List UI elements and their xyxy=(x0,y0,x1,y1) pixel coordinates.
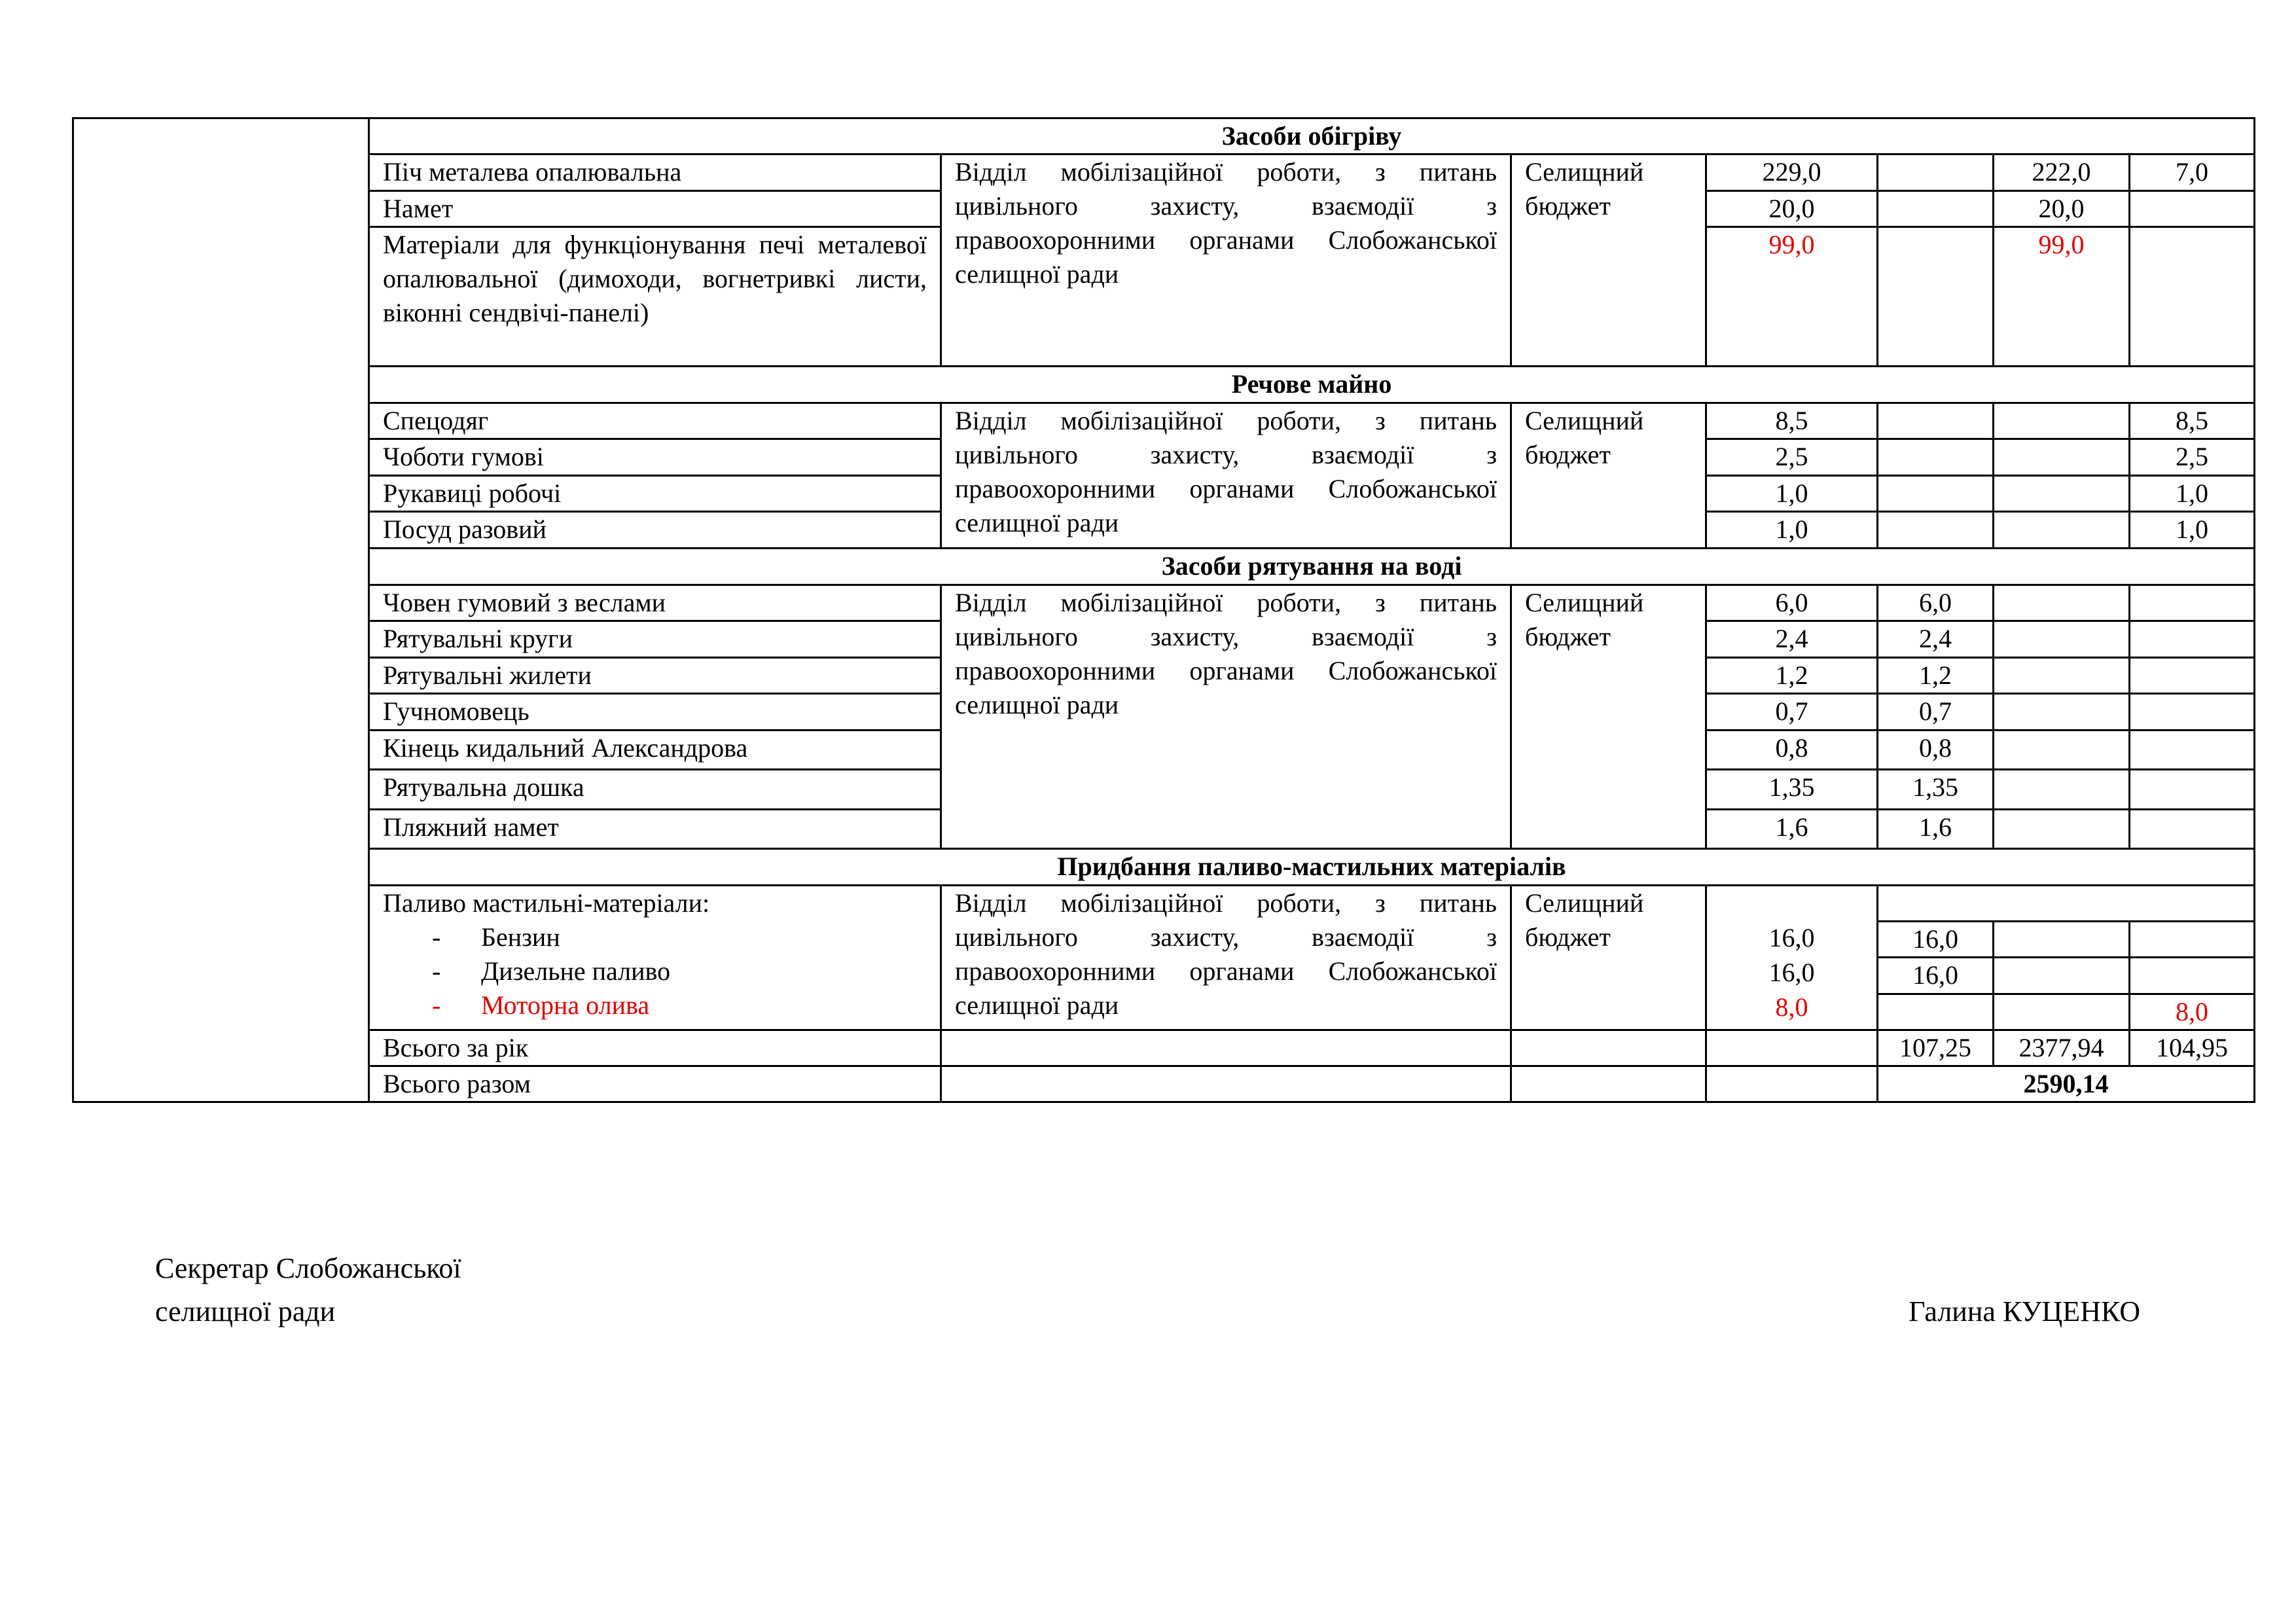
grand-total-value: 2590,14 xyxy=(1878,1066,2255,1102)
item-col6 xyxy=(1994,731,2130,770)
funding-source: Селищний бюджет xyxy=(1511,585,1706,849)
total-year-col6: 2377,94 xyxy=(1994,1030,2130,1066)
item-col6 xyxy=(1994,922,2130,958)
item-col6 xyxy=(1994,476,2130,512)
section-header-row xyxy=(73,118,2255,154)
item-total: 99,0 xyxy=(1706,227,1878,367)
item-name: Піч металева опалювальна xyxy=(369,154,941,191)
item-name: Посуд разовий xyxy=(369,512,941,549)
item-col5: 0,8 xyxy=(1878,731,1994,770)
item-name: Кінець кидальний Александрова xyxy=(369,731,941,770)
section-header-row xyxy=(73,367,2255,403)
item-col6 xyxy=(1994,694,2130,731)
fuel-totals xyxy=(1706,886,1878,1030)
section-title: Придбання паливо-мастильних матеріалів xyxy=(369,849,2255,886)
item-col7 xyxy=(2130,658,2255,694)
item-col5 xyxy=(1878,403,1994,439)
signature-position xyxy=(155,1247,461,1333)
item-name: Пляжний намет xyxy=(369,810,941,849)
item-col6 xyxy=(1994,810,2130,849)
table-row xyxy=(73,154,2255,191)
item-name: Дизельне паливо xyxy=(481,956,671,986)
item-total: 2,5 xyxy=(1706,439,1878,476)
funding-source: Селищний бюджет xyxy=(1511,154,1706,367)
item-col6 xyxy=(1994,585,2130,621)
funding-source: Селищний бюджет xyxy=(1511,403,1706,549)
item-col7: 2,5 xyxy=(2130,439,2255,476)
item-name: Рукавиці робочі xyxy=(369,476,941,512)
item-col7: 8,5 xyxy=(2130,403,2255,439)
item-col5: 1,35 xyxy=(1878,770,1994,810)
item-name: Матеріали для функціонування печі металевої опалювальної (димоходи, вогнетривкі листи, віконні сендвічі-панелі) xyxy=(369,227,941,367)
item-name: Рятувальні жилети xyxy=(369,658,941,694)
section-header-row xyxy=(73,549,2255,585)
item-total: 1,0 xyxy=(1706,512,1878,549)
item-name: Рятувальні круги xyxy=(369,621,941,658)
item-col7: 8,0 xyxy=(2130,994,2255,1030)
item-total: 8,5 xyxy=(1706,403,1878,439)
signature-name: Галина КУЦЕНКО xyxy=(1909,1295,2140,1327)
table-row xyxy=(73,403,2255,439)
item-total: 16,0 xyxy=(1768,923,1815,952)
item-col7 xyxy=(2130,585,2255,621)
item-total: 0,8 xyxy=(1706,731,1878,770)
section-header-row xyxy=(73,849,2255,886)
item-name: Моторна олива xyxy=(481,990,650,1020)
item-total: 20,0 xyxy=(1706,191,1878,227)
table-row xyxy=(73,886,2255,922)
item-col5 xyxy=(1878,227,1994,367)
fuel-item-list xyxy=(369,886,941,1030)
blank-cell xyxy=(941,1066,1511,1102)
item-col7 xyxy=(2130,770,2255,810)
item-col6 xyxy=(1994,658,2130,694)
item-col7: 7,0 xyxy=(2130,154,2255,191)
department: Відділ мобілізаційної роботи, з питань цивільного захисту, взаємодії з правоохоронними органами Слобожанської селищної ради xyxy=(941,585,1511,849)
table-row xyxy=(73,585,2255,621)
item-col7 xyxy=(2130,731,2255,770)
signature-position-line2: селищної ради xyxy=(155,1295,336,1327)
item-total: 1,2 xyxy=(1706,658,1878,694)
department: Відділ мобілізаційної роботи, з питань цивільного захисту, взаємодії з правоохоронними органами Слобожанської селищної ради xyxy=(941,886,1511,1030)
item-name: Човен гумовий з веслами xyxy=(369,585,941,621)
blank-cell xyxy=(1706,1030,1878,1066)
item-col6 xyxy=(1994,994,2130,1030)
blank-cell xyxy=(1511,1066,1706,1102)
item-col6: 20,0 xyxy=(1994,191,2130,227)
item-col7 xyxy=(2130,227,2255,367)
total-year-col5: 107,25 xyxy=(1878,1030,1994,1066)
left-blank-column xyxy=(73,118,369,1102)
item-total: 6,0 xyxy=(1706,585,1878,621)
fuel-heading: Паливо мастильні-матеріали: xyxy=(383,888,710,918)
item-col7: 1,0 xyxy=(2130,512,2255,549)
item-col6 xyxy=(1994,770,2130,810)
item-col5 xyxy=(1878,994,1994,1030)
item-col6 xyxy=(1994,621,2130,658)
item-total: 1,6 xyxy=(1706,810,1878,849)
fuel-item: - Бензин xyxy=(432,922,560,952)
section-title: Засоби рятування на воді xyxy=(369,549,2255,585)
section-title: Засоби обігріву xyxy=(369,118,2255,154)
item-col5 xyxy=(1878,476,1994,512)
item-total: 8,0 xyxy=(1775,992,1808,1022)
total-year-col7: 104,95 xyxy=(2130,1030,2255,1066)
total-year-label: Всього за рік xyxy=(369,1030,941,1066)
item-total: 16,0 xyxy=(1768,958,1815,987)
item-col5: 16,0 xyxy=(1878,922,1994,958)
item-col6: 222,0 xyxy=(1994,154,2130,191)
fuel-item: - Дизельне паливо xyxy=(432,956,671,986)
item-name: Бензин xyxy=(481,922,560,952)
item-total: 1,35 xyxy=(1706,770,1878,810)
item-col5: 1,2 xyxy=(1878,658,1994,694)
item-col5: 6,0 xyxy=(1878,585,1994,621)
item-col6 xyxy=(1994,403,2130,439)
item-col7 xyxy=(2130,958,2255,994)
blank-cell xyxy=(1878,886,2255,922)
item-col5 xyxy=(1878,154,1994,191)
item-total: 229,0 xyxy=(1706,154,1878,191)
section-title: Речове майно xyxy=(369,367,2255,403)
item-col7 xyxy=(2130,922,2255,958)
item-col5: 0,7 xyxy=(1878,694,1994,731)
item-col5 xyxy=(1878,191,1994,227)
item-name: Спецодяг xyxy=(369,403,941,439)
blank-cell xyxy=(1511,1030,1706,1066)
total-year-row xyxy=(73,1030,2255,1066)
blank-cell xyxy=(1706,1066,1878,1102)
item-col5: 2,4 xyxy=(1878,621,1994,658)
fuel-item: - Моторна олива xyxy=(432,990,650,1020)
item-col5: 16,0 xyxy=(1878,958,1994,994)
item-col5 xyxy=(1878,439,1994,476)
item-col5: 1,6 xyxy=(1878,810,1994,849)
item-col7: 1,0 xyxy=(2130,476,2255,512)
item-total: 2,4 xyxy=(1706,621,1878,658)
item-name: Рятувальна дошка xyxy=(369,770,941,810)
item-col6 xyxy=(1994,439,2130,476)
item-col7 xyxy=(2130,810,2255,849)
grand-total-label: Всього разом xyxy=(369,1066,941,1102)
blank-cell xyxy=(941,1030,1511,1066)
signature-position-line1: Секретар Слобожанської xyxy=(155,1252,461,1284)
item-col6 xyxy=(1994,958,2130,994)
item-col7 xyxy=(2130,694,2255,731)
item-col6: 99,0 xyxy=(1994,227,2130,367)
item-name: Чоботи гумові xyxy=(369,439,941,476)
grand-total-row xyxy=(73,1066,2255,1102)
item-col6 xyxy=(1994,512,2130,549)
item-name: Намет xyxy=(369,191,941,227)
funding-source: Селищний бюджет xyxy=(1511,886,1706,1030)
budget-table xyxy=(72,117,2255,1103)
item-name: Гучномовець xyxy=(369,694,941,731)
department: Відділ мобілізаційної роботи, з питань цивільного захисту, взаємодії з правоохоронними органами Слобожанської селищної ради xyxy=(941,154,1511,367)
item-total: 1,0 xyxy=(1706,476,1878,512)
item-col7 xyxy=(2130,191,2255,227)
item-col5 xyxy=(1878,512,1994,549)
item-col7 xyxy=(2130,621,2255,658)
department: Відділ мобілізаційної роботи, з питань цивільного захисту, взаємодії з правоохоронними органами Слобожанської селищної ради xyxy=(941,403,1511,549)
item-total: 0,7 xyxy=(1706,694,1878,731)
